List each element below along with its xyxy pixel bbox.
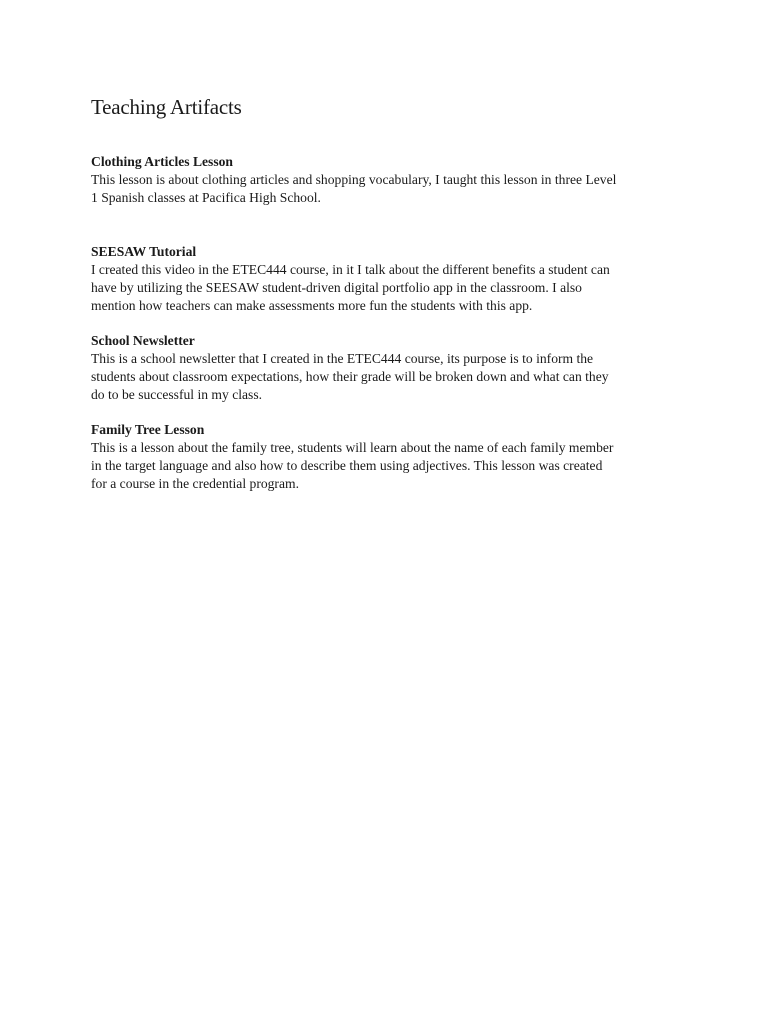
section-body [91, 261, 610, 315]
section-school-newsletter [91, 332, 609, 404]
body-line: This is a school newsletter that I created in the ETEC444 course, its purpose is to inform the [91, 351, 594, 366]
document-page [91, 94, 691, 491]
section-heading: Clothing Articles Lesson [91, 154, 233, 169]
section-body [91, 439, 613, 493]
body-line: I created this video in the ETEC444 course, in it I talk about the different benefits a student can [91, 262, 610, 277]
section-body [91, 171, 616, 207]
body-line: do to be successful in my class. [91, 387, 263, 402]
section-heading: SEESAW Tutorial [91, 244, 197, 259]
section-family-tree-lesson [91, 421, 613, 493]
body-line: in the target language and also how to describe them using adjectives. This lesson was created [91, 458, 603, 473]
body-line: for a course in the credential program. [91, 476, 299, 491]
section-seesaw-tutorial [91, 243, 610, 315]
section-heading: School Newsletter [91, 333, 195, 348]
section-heading: Family Tree Lesson [91, 422, 205, 437]
body-line: This is a lesson about the family tree, students will learn about the name of each family member [91, 440, 614, 455]
body-line: students about classroom expectations, how their grade will be broken down and what can they [91, 369, 609, 384]
body-line: have by utilizing the SEESAW student-driven digital portfolio app in the classroom. I also [91, 280, 582, 295]
body-line: mention how teachers can make assessments more fun the students with this app. [91, 298, 533, 313]
body-line: This lesson is about clothing articles and shopping vocabulary, I taught this lesson in three Level [91, 172, 617, 187]
section-body [91, 350, 609, 404]
body-line: 1 Spanish classes at Pacifica High School. [91, 190, 321, 205]
page-title: Teaching Artifacts [91, 95, 242, 119]
section-clothing-articles-lesson [91, 153, 616, 207]
